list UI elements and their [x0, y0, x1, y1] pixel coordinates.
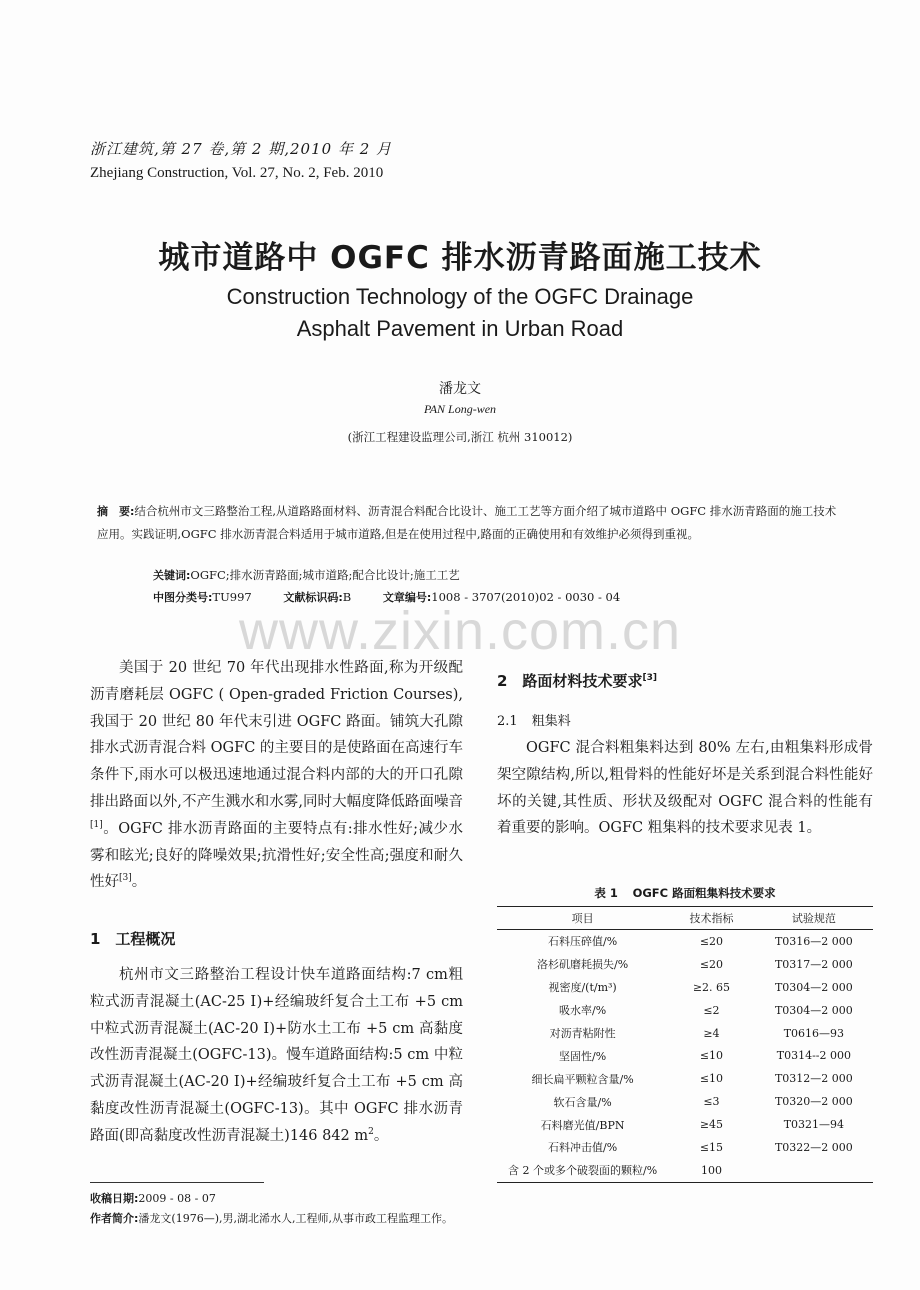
article-label: 文章编号: [382, 591, 432, 604]
received-date [90, 1190, 216, 1206]
doc-label: 文献标识码: [283, 591, 343, 604]
author-name-en: PAN Long-wen [423, 402, 497, 416]
keywords-text: OGFC;排水沥青路面;城市道路;配合比设计;施工工艺 [190, 568, 460, 582]
received-label: 收稿日期: [90, 1192, 139, 1205]
table-cell: T0314--2 000 [776, 1049, 851, 1063]
journal-citation-cn: 浙江建筑,第 27 卷,第 2 期,2010 年 2 月 [90, 140, 393, 158]
section-2-heading [497, 670, 657, 691]
table-row [497, 1113, 873, 1136]
intro-text-c: 。 [131, 874, 147, 891]
subsection-number: 2.1 [497, 714, 518, 729]
table-cell: 含 2 个或多个破裂面的颗粒/% [497, 1159, 668, 1182]
table-row [497, 976, 873, 999]
subsection-title: 粗集料 [531, 714, 571, 729]
table-row [497, 1067, 873, 1090]
subsection-2-1-heading [497, 710, 571, 729]
table-row [497, 1044, 873, 1067]
table-cell: 视密度/(t/m³) [548, 981, 617, 995]
section-1-body [90, 962, 463, 1150]
section-2-title: 2 路面材料技术要求 [497, 672, 643, 690]
table-cell: ≤20 [699, 934, 724, 948]
keywords-label: 关键词: [153, 569, 191, 582]
intro-text-a: 美国于 20 世纪 70 年代出现排水性路面,称为开级配沥青磨耗层 OGFC ( Open-graded Friction Courses),我国于 20 世纪 80 年代末引进 OGFC 路面。铺筑大孔隙排水式沥青混合料 OGFC 的主要目的是使路面在高速行车条件下,雨水可以极迅速地通过混合料内部的大的开口孔隙排出路面以外,不产生溅水和水雾,同时大幅度降低路面噪音 [90, 660, 463, 810]
section-1-paragraph [90, 962, 463, 1150]
table-caption-title: OGFC 路面粗集料技术要求 [632, 886, 776, 900]
title-en [0, 281, 920, 345]
ref-1: [1] [90, 819, 103, 830]
table-cell: ≤20 [699, 957, 724, 971]
table-cell: 细长扁平颗粒含量/% [531, 1072, 634, 1086]
table-row [497, 1136, 873, 1159]
table-cell: ≤2 [703, 1003, 720, 1017]
table-header-row [497, 907, 873, 930]
doc-value: B [342, 590, 352, 604]
table-cell: 石料压碎值/% [548, 935, 618, 949]
clc-value: TU997 [212, 590, 252, 604]
table-header-test: 试验规范 [755, 907, 873, 930]
intro-paragraph [90, 655, 463, 896]
table-cell: T0322—2 000 [774, 1140, 853, 1154]
author-name-cn: 潘龙文 [439, 381, 481, 397]
table-row [497, 1159, 873, 1182]
section-1-heading: 1 工程概况 [90, 930, 176, 948]
table-cell: ≥4 [703, 1026, 720, 1040]
table-cell: 对沥青粘附性 [549, 1027, 616, 1040]
author-bio [90, 1210, 453, 1226]
table-cell: T0312—2 000 [774, 1072, 853, 1086]
received-value: 2009 - 08 - 07 [138, 1192, 216, 1205]
table-cell: ≤15 [699, 1140, 724, 1154]
footnote-rule [90, 1182, 264, 1183]
table-cell: 石料磨光值/BPN [540, 1118, 625, 1132]
bio-value: 潘龙文(1976—),男,湖北浠水人,工程师,从事市政工程监理工作。 [138, 1212, 453, 1225]
abstract-label: 摘 要: [97, 505, 135, 518]
table-cell: 石料冲击值/% [548, 1141, 618, 1155]
table-cell: 坚固性/% [559, 1049, 607, 1063]
section-2-body [497, 735, 873, 842]
table-cell: 软石含量/% [553, 1095, 612, 1109]
table-cell: ≤10 [699, 1049, 724, 1063]
table-cell [755, 1159, 873, 1182]
title-cn: 城市道路中 OGFC 排水沥青路面施工技术 [158, 240, 762, 276]
title-en-line1: Construction Technology of the OGFC Drainage [226, 284, 694, 309]
article-value: 1008 - 3707(2010)02 - 0030 - 04 [431, 590, 621, 604]
table-caption-number: 表 1 [594, 886, 618, 900]
table-cell: T0616—93 [783, 1026, 845, 1040]
intro-text-b: 。OGFC 排水沥青路面的主要特点有:排水性好;减少水雾和眩光;良好的降噪效果;抗滑性好;安全性高;强度和耐久性好 [90, 820, 463, 891]
table-cell: 吸水率/% [559, 1004, 607, 1018]
table-1 [497, 906, 873, 1183]
abstract-text: 结合杭州市文三路整治工程,从道路路面材料、沥青混合料配合比设计、施工工艺等方面介绍了城市道路中 OGFC 排水沥青路面的施工技术应用。实践证明,OGFC 排水沥青混合料适用于城市道路,但是在使用过程中,路面的正确使用和有效维护必须得到重视。 [97, 504, 837, 541]
table-cell: T0304—2 000 [774, 980, 853, 994]
clc-label: 中图分类号: [153, 591, 213, 604]
intro-text [90, 655, 463, 896]
abstract [97, 500, 844, 546]
table-header-item: 项目 [497, 907, 668, 930]
table-cell: T0316—2 000 [774, 934, 853, 948]
table-row [497, 999, 873, 1022]
table-cell: ≤10 [699, 1072, 724, 1086]
section-2-paragraph: OGFC 混合料粗集料达到 80% 左右,由粗集料形成骨架空隙结构,所以,粗骨料的性能好坏是关系到混合料性能好坏的关键,其性质、形状及级配对 OGFC 混合料的性能有着重要的影响。OGFC 粗集料的技术要求见表 1。 [497, 740, 873, 837]
table-cell: ≥2. 65 [692, 980, 731, 994]
section-1-text: 杭州市文三路整治工程设计快车道路面结构:7 cm粗粒式沥青混凝土(AC-25 Ⅰ)+经编玻纤复合土工布 +5 cm 中粒式沥青混凝土(AC-20 Ⅰ)+防水土工布 +5 cm 高黏度改性沥青混凝土(OGFC-13)。慢车道路面结构:5 cm 中粒式沥青混凝土(AC-20 Ⅰ)+经编玻纤复合土工布 +5 cm 高黏度改性沥青混凝土(OGFC-13)。其中 OGFC 排水沥青路面(即高黏度改性沥青混凝土)146 842 m [90, 967, 463, 1144]
section-2-ref: [3] [642, 673, 657, 683]
table-cell: ≤3 [703, 1095, 720, 1109]
table-cell: T0304—2 000 [774, 1003, 853, 1017]
table-cell: T0321—94 [783, 1118, 845, 1132]
section-1-end: 。 [373, 1127, 389, 1144]
table-row [497, 930, 873, 953]
table-1-caption [497, 885, 873, 901]
table-cell: 100 [668, 1159, 755, 1182]
table-cell: ≥45 [699, 1118, 724, 1132]
keywords [153, 567, 460, 583]
ref-3: [3] [119, 873, 132, 884]
watermark: www.zixin.com.cn [238, 601, 682, 661]
area-unit-sup: 2 [368, 1126, 374, 1137]
bio-label: 作者简介: [90, 1212, 139, 1225]
table-cell: T0317—2 000 [774, 957, 853, 971]
journal-citation-en: Zhejiang Construction, Vol. 27, No. 2, Feb. 2010 [90, 165, 384, 181]
table-cell: 洛杉矶磨耗损失/% [537, 958, 629, 972]
title-en-line2: Asphalt Pavement in Urban Road [296, 316, 624, 341]
author-affiliation: (浙江工程建设监理公司,浙江 杭州 310012) [347, 430, 573, 444]
table-cell: T0320—2 000 [774, 1095, 853, 1109]
table-row [497, 953, 873, 976]
table-body [497, 930, 873, 1183]
table-header-spec: 技术指标 [668, 907, 755, 930]
table-row [497, 1022, 873, 1045]
table-row [497, 1090, 873, 1113]
